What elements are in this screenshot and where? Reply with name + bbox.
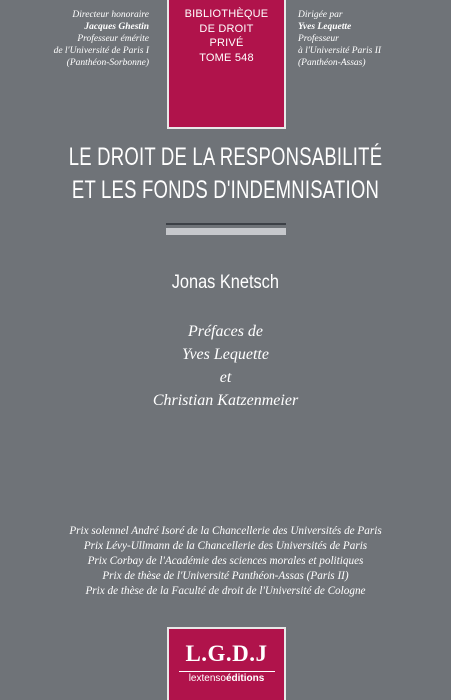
series-director-block <box>0 9 149 69</box>
prize-item: Prix de thèse de la Faculté de droit de l'Université de Cologne <box>85 585 366 597</box>
publisher-logo: L.G.D.J <box>185 641 268 666</box>
prizes-list <box>0 524 451 599</box>
series-editor-block <box>298 9 448 69</box>
series-line-3: PRIVÉ <box>209 37 244 49</box>
director-name: Jacques Ghestin <box>84 22 149 32</box>
author-name-text: Jonas Knetsch <box>171 272 280 293</box>
editor-university-name: (Panthéon-Assas) <box>298 58 366 68</box>
author-name <box>0 270 451 296</box>
series-line-2: DE DROIT <box>199 22 254 35</box>
preface-label: Préfaces de <box>187 323 264 340</box>
series-volume: TOME 548 <box>199 51 254 64</box>
prize-item: Prix Lévy-Ullmann de la Chancellerie des Universités de Paris <box>83 540 368 552</box>
director-title: Professeur émérite <box>77 34 149 44</box>
preface-author-1: Yves Lequette <box>182 346 269 363</box>
title-line-1: LE DROIT DE LA RESPONSABILITÉ <box>68 143 383 171</box>
prize-item: Prix solennel André Isoré de la Chancellerie des Universités de Paris <box>69 525 382 537</box>
editor-name: Yves Lequette <box>298 22 352 32</box>
series-label-box <box>167 0 286 129</box>
preface-block <box>0 320 451 412</box>
publisher-imprint-part2: éditions <box>225 673 265 684</box>
editor-title: Professeur <box>298 34 339 44</box>
series-line-1: BIBLIOTHÈQUE <box>184 8 269 20</box>
publisher-logo-box <box>167 627 286 700</box>
director-university-name: (Panthéon-Sorbonne) <box>66 58 149 68</box>
publisher-imprint-part1: lextenso <box>188 673 226 684</box>
prize-item: Prix Corbay de l'Académie des sciences morales et politiques <box>87 555 364 567</box>
editor-university: à l'Université Paris II <box>298 46 382 56</box>
prize-item: Prix de thèse de l'Université Panthéon-Assas (Paris II) <box>102 570 349 582</box>
book-title <box>0 141 451 207</box>
title-divider-light <box>166 228 286 235</box>
title-line-2: ET LES FONDS D'INDEMNISATION <box>71 176 380 204</box>
editor-role: Dirigée par <box>298 10 343 20</box>
preface-conjunction: et <box>219 369 232 386</box>
director-university: de l'Université de Paris I <box>53 46 149 56</box>
publisher-imprint <box>179 671 275 685</box>
preface-author-2: Christian Katzenmeier <box>152 392 299 409</box>
title-divider-dark <box>166 223 286 225</box>
director-role: Directeur honoraire <box>72 10 149 20</box>
